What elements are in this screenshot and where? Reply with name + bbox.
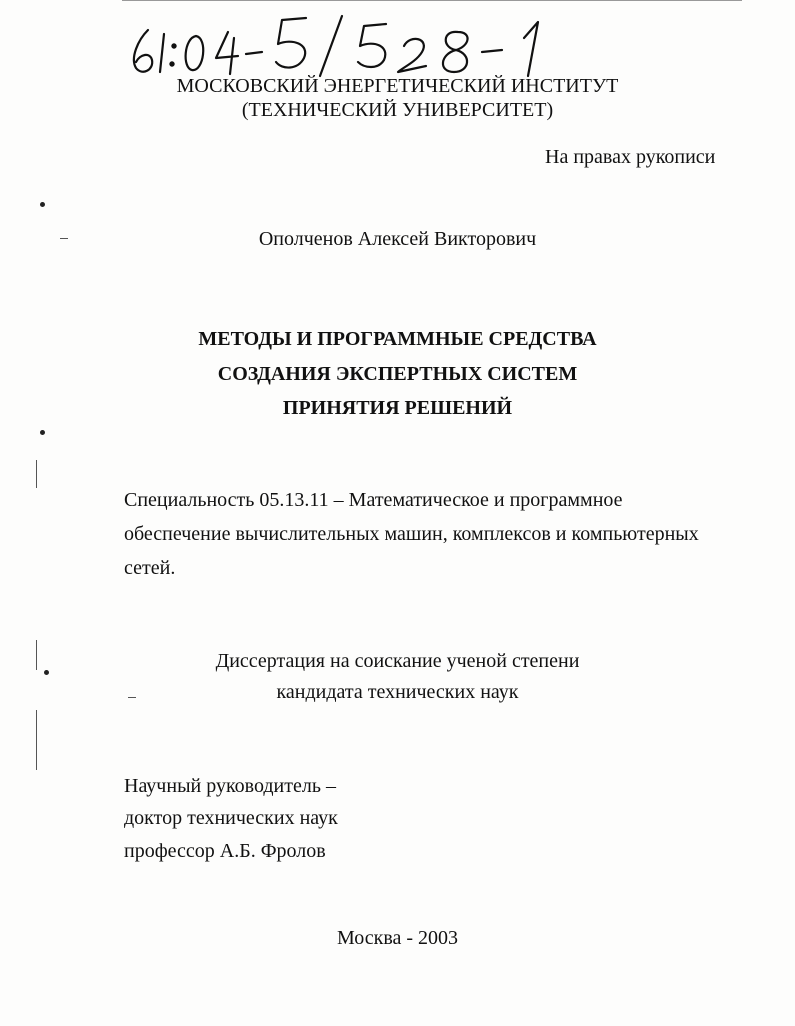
supervisor-line-1: Научный руководитель – <box>124 775 336 797</box>
handwritten-catalog-number <box>120 10 580 82</box>
supervisor-line-3: профессор А.Б. Фролов <box>124 840 326 862</box>
dissertation-degree-line-2: кандидата технических наук <box>276 681 519 703</box>
scan-artifact-dot <box>40 430 45 435</box>
handwritten-catalog-number-drawing <box>120 10 580 82</box>
specialty-line-2: обеспечение вычислительных машин, комплексов и компьютерных <box>124 523 699 545</box>
thesis-title-line-3: ПРИНЯТИЯ РЕШЕНИЙ <box>282 397 513 419</box>
scan-artifact-mark <box>36 460 37 488</box>
thesis-title-line-2: СОЗДАНИЯ ЭКСПЕРТНЫХ СИСТЕМ <box>217 363 578 385</box>
place-and-year: Москва - 2003 <box>336 927 459 949</box>
scan-artifact-mark <box>36 710 37 770</box>
dissertation-degree-line-1: Диссертация на соискание ученой степени <box>215 650 580 672</box>
institute-name: МОСКОВСКИЙ ЭНЕРГЕТИЧЕСКИЙ ИНСТИТУТ <box>176 75 619 97</box>
scan-edge-line <box>122 0 742 1</box>
supervisor-line-2: доктор технических наук <box>124 807 338 829</box>
thesis-title-line-1: МЕТОДЫ И ПРОГРАММНЫЕ СРЕДСТВА <box>198 328 597 350</box>
scan-artifact-dot <box>44 670 49 675</box>
specialty-line-3: сетей. <box>124 557 176 579</box>
scan-artifact-mark <box>128 697 136 698</box>
institute-subtitle: (ТЕХНИЧЕСКИЙ УНИВЕРСИТЕТ) <box>241 99 554 121</box>
scan-artifact-mark <box>36 640 37 670</box>
specialty-line-1: Специальность 05.13.11 – Математическое и программное <box>124 489 623 511</box>
author-name: Ополченов Алексей Викторович <box>258 228 537 250</box>
scan-artifact-dot <box>40 202 45 207</box>
scan-artifact-mark <box>60 238 68 239</box>
manuscript-note: На правах рукописи <box>545 146 716 168</box>
